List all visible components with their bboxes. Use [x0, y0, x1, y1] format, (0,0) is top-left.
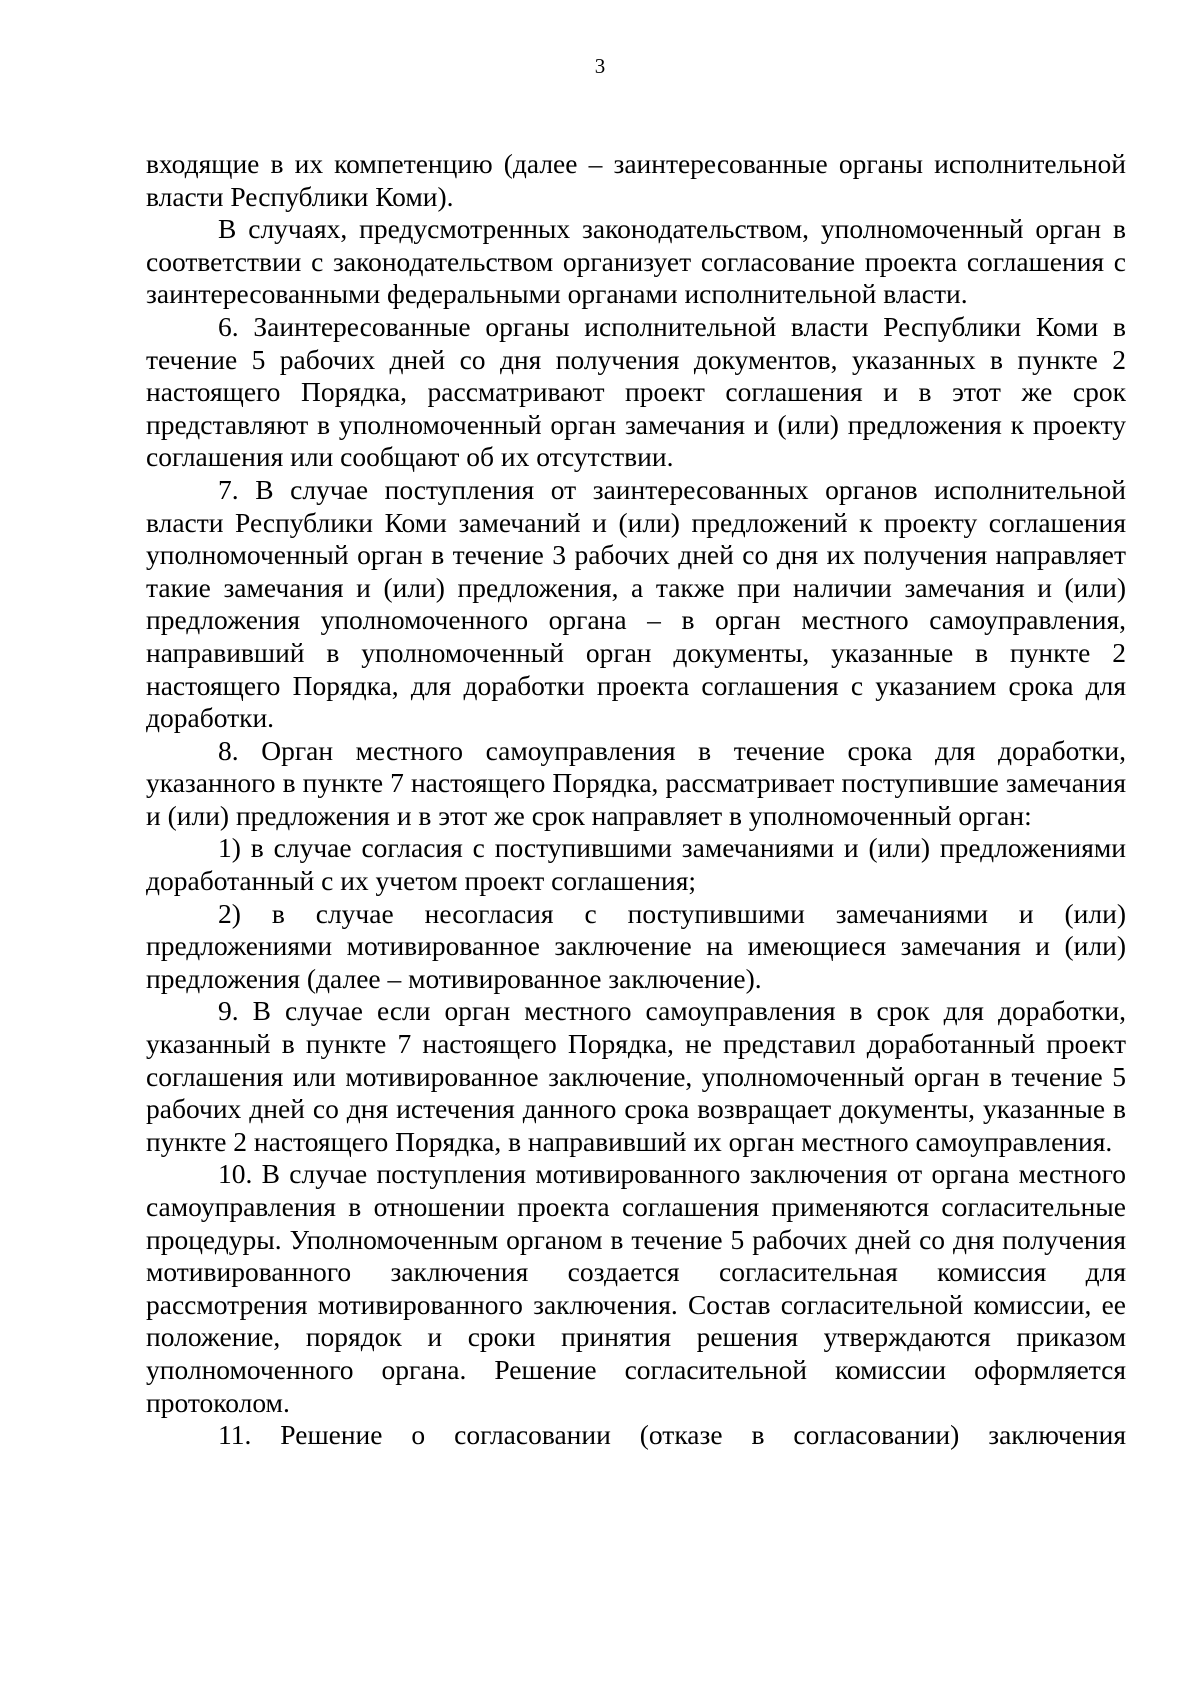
paragraph-continuation: входящие в их компетенцию (далее – заинтересованные органы исполнительной власти Республики Коми).	[146, 148, 1126, 212]
paragraph-item-10: 10. В случае поступления мотивированного заключения от органа местного самоуправления в отношении проекта соглашения применяются согласительные процедуры. Уполномоченным органом в течение 5 рабочих дней со дня получения мотивированного заключения создается согласительная комиссия для рассмотрения мотивированного заключения. Состав согласительной комиссии, ее положение, порядок и сроки принятия решения утверждаются приказом уполномоченного органа. Решение согласительной комиссии оформляется протоколом.	[146, 1158, 1126, 1418]
paragraph-item-8-subitem-1: 1) в случае согласия с поступившими замечаниями и (или) предложениями доработанный с их учетом проект соглашения;	[146, 832, 1126, 897]
paragraph-item-11: 11. Решение о согласовании (отказе в согласовании) заключения	[218, 1419, 1126, 1451]
paragraph-item-8: 8. Орган местного самоуправления в течение срока для доработки, указанного в пункте 7 настоящего Порядка, рассматривает поступившие замечания и (или) предложения и в этот же срок направляет в уполномоченный орган:	[146, 734, 1126, 831]
paragraph-item-7: 7. В случае поступления от заинтересованных органов исполнительной власти Республики Коми замечаний и (или) предложений к проекту соглашения уполномоченный орган в течение 3 рабочих дней со дня их получения направляет такие замечания и (или) предложения, а также при наличии замечания и (или) предложения уполномоченного органа – в орган местного самоуправления, направивший в уполномоченный орган документы, указанные в пункте 2 настоящего Порядка, для доработки проекта соглашения с указанием срока для доработки.	[146, 473, 1126, 734]
paragraph-item-8-subitem-2: 2) в случае несогласия с поступившими замечаниями и (или) предложениями мотивированное заключение на имеющиеся замечания и (или) предложения (далее – мотивированное заключение).	[146, 897, 1126, 994]
paragraph-item-9: 9. В случае если орган местного самоуправления в срок для доработки, указанный в пункте 7 настоящего Порядка, не представил доработанный проект соглашения или мотивированное заключение, уполномоченный орган в течение 5 рабочих дней со дня истечения данного срока возвращает документы, указанные в пункте 2 настоящего Порядка, в направивший их орган местного самоуправления.	[146, 995, 1126, 1157]
page-number: 3	[594, 54, 606, 78]
paragraph-item-6: 6. Заинтересованные органы исполнительной власти Республики Коми в течение 5 рабочих дней со дня получения документов, указанных в пункте 2 настоящего Порядка, рассматривают проект соглашения и в этот же срок представляют в уполномоченный орган замечания и (или) предложения к проекту соглашения или сообщают об их отсутствии.	[146, 310, 1126, 473]
paragraph-federal-coordination: В случаях, предусмотренных законодательством, уполномоченный орган в соответствии с законодательством организует согласование проекта соглашения с заинтересованными федеральными органами исполнительной власти.	[146, 213, 1126, 310]
document-body	[146, 148, 1126, 1452]
